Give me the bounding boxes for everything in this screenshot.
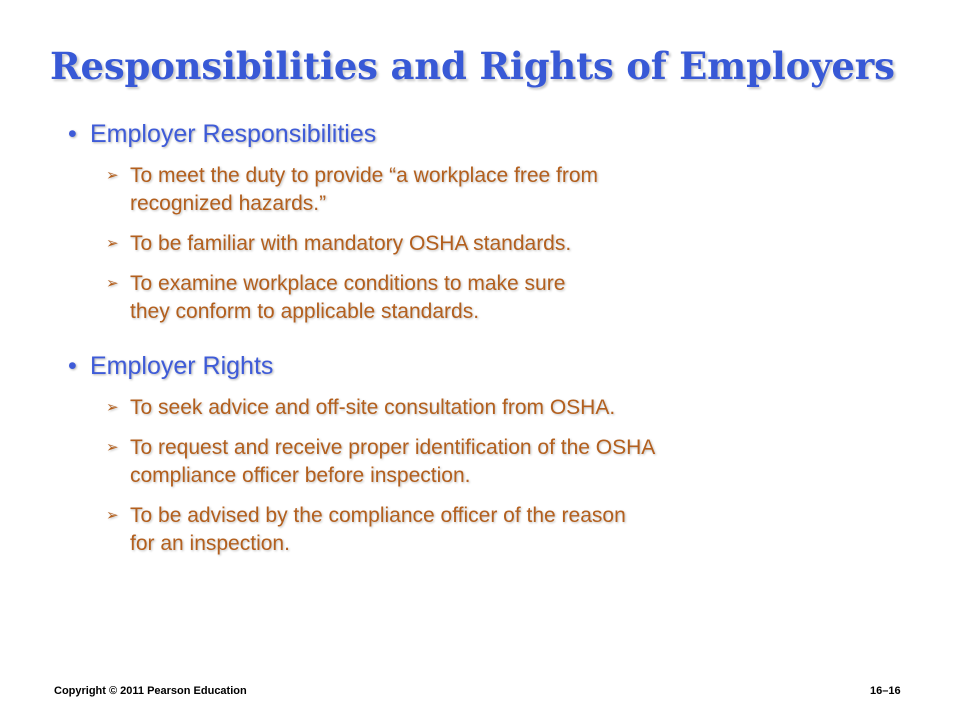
arrow-bullet-icon: ➢ <box>106 439 119 456</box>
slide-title: Responsibilities and Rights of Employers <box>50 44 895 88</box>
arrow-bullet-icon: ➢ <box>106 235 119 252</box>
list-item <box>68 434 928 490</box>
slide-content <box>68 118 928 558</box>
bullet-icon: • <box>68 120 77 148</box>
list-item <box>68 270 928 326</box>
arrow-bullet-icon: ➢ <box>106 167 119 184</box>
copyright-notice: Copyright © 2011 Pearson Education <box>54 685 247 697</box>
list-item-text: To seek advice and off-site consultation from OSHA. <box>130 396 616 419</box>
list-item-text: To meet the duty to provide “a workplace free from recognized hazards.” <box>130 164 599 215</box>
bullet-icon: • <box>68 352 77 380</box>
arrow-bullet-icon: ➢ <box>106 507 119 524</box>
list-item-text: To request and receive proper identification of the OSHA compliance officer before inspection. <box>130 436 656 487</box>
list-item-text: To be advised by the compliance officer of the reason for an inspection. <box>130 504 626 555</box>
list-item <box>68 230 928 258</box>
section-heading-text: Employer Responsibilities <box>90 120 377 148</box>
list-item <box>68 162 928 218</box>
list-item-text: To be familiar with mandatory OSHA standards. <box>130 232 572 255</box>
list-item-text: To examine workplace conditions to make sure they conform to applicable standards. <box>130 272 566 323</box>
page-number: 16–16 <box>870 685 901 697</box>
section-heading-responsibilities <box>68 118 928 150</box>
arrow-bullet-icon: ➢ <box>106 399 119 416</box>
list-item <box>68 502 928 558</box>
section-heading-text: Employer Rights <box>90 352 274 380</box>
arrow-bullet-icon: ➢ <box>106 275 119 292</box>
list-item <box>68 394 928 422</box>
section-heading-rights <box>68 350 928 382</box>
